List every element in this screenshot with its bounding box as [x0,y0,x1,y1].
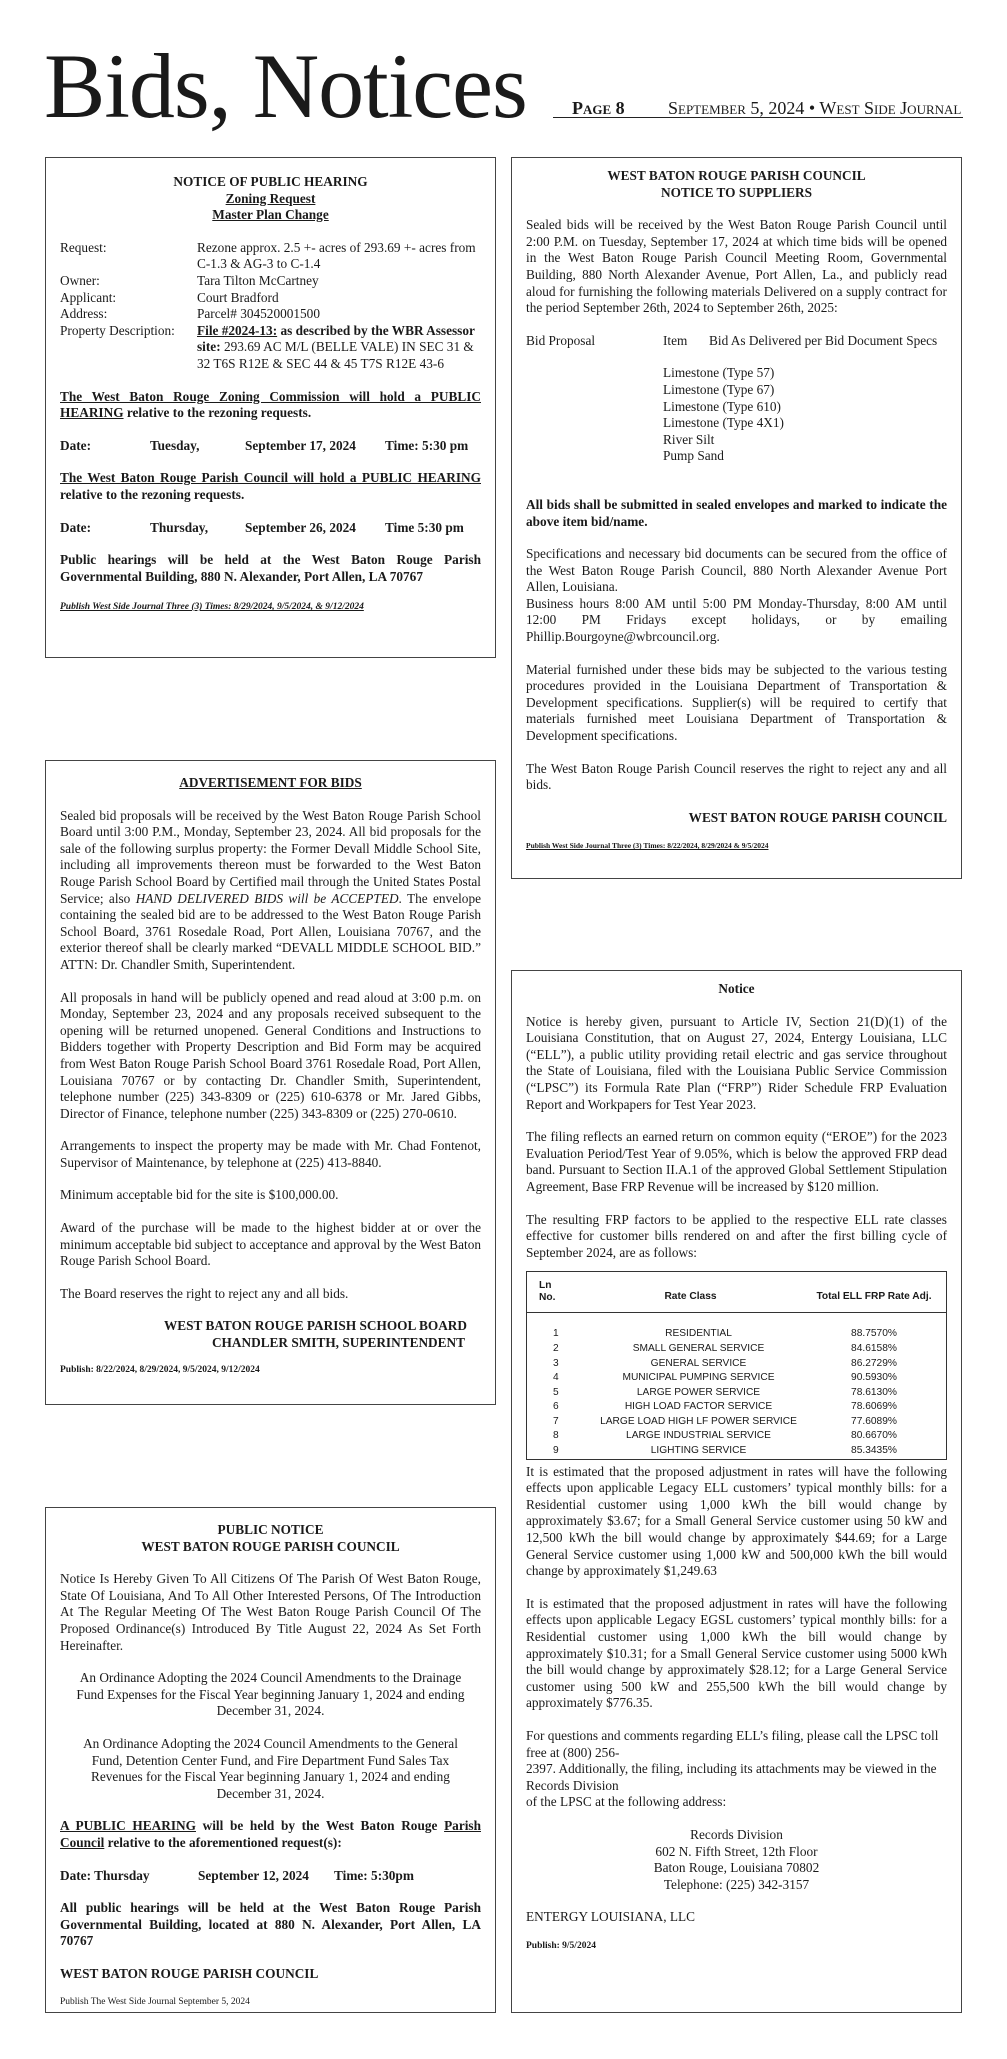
publish-line: Publish: 8/22/2024, 8/29/2024, 9/5/2024, 9/12/2024 [60,1364,260,1375]
suppliers-subtitle: NOTICE TO SUPPLIERS [661,184,812,200]
council-hearing-statement: The West Baton Rouge Parish Council will hold a PUBLIC HEARING relative to the rezoning requests. [60,470,481,502]
table-row: 4 MUNICIPAL PUMPING SERVICE 90.5930% [553,1372,897,1384]
notice-title: Notice [718,981,755,996]
suppliers-title: WEST BATON ROUGE PARISH COUNCIL [607,168,866,183]
notice-paragraph: It is estimated that the proposed adjustment in rates will have the following effects upon applicable Legacy EGSL customers’ typical monthly bills: for a Residential customer using 1,000 kWh the bill would change by approximately $10.31; for a Small General Service customer using 5000 kWh the bill would change by approximately $28.12; for a Large General Service customer using 500 kW and 255,500 kWh the bill would change by approximately $776.35. [526,1595,947,1711]
issue-date: September 5, 2024 • West Side Journal [668,98,962,118]
list-item: Limestone (Type 4X1) [663,415,784,431]
advertisement-for-bids [45,760,496,1405]
entergy-notice [511,970,962,2013]
advert-paragraph: All proposals in hand will be publicly opened and read aloud at 3:00 p.m. on Monday, September 23, 2024 and any proposals received subsequent to the opening will be returned unopened. General Conditions and Instructions to Bidders together with Property Description and Bid Form may be acquired from West Baton Rouge Parish School Board 3761 Rosedale Road, Port Allen, Louisiana 70767 or by contacting Dr. Chandler Smith, Superintendent, telephone number (225) 343-8309 or (225) 610-6378 or Mr. Jared Gibbs, Director of Finance, telephone number (225) 343-8309 or (225) 270-0610. [60,989,481,1121]
advert-paragraph: Arrangements to inspect the property may be made with Mr. Chad Fontenot, Supervisor of Maintenance, by telephone at (225) 413-8840. [60,1138,481,1170]
public-notice [45,1507,496,2013]
page-number: Page 8 [572,98,625,118]
zoning-hearing-statement: The West Baton Rouge Zoning Commission will hold a PUBLIC HEARING relative to the rezoning requests. [60,388,481,421]
public-notice-title: PUBLIC NOTICE [217,1522,324,1537]
hearing-location: Public hearings will be held at the West Baton Rouge Parish Governmental Building, 880 N. Alexander, Port Allen, LA 70767 [60,552,481,584]
list-item: River Silt [663,431,715,447]
advert-paragraph: The Board reserves the right to reject any and all bids. [60,1285,349,1301]
table-row: 3 GENERAL SERVICE 86.2729% [553,1357,897,1369]
section-title: Bids, Notices [44,35,527,137]
table-row: 6 HIGH LOAD FACTOR SERVICE 78.6069% [553,1401,897,1413]
hearing-subtitle: Master Plan Change [212,207,329,223]
table-row: 9 LIGHTING SERVICE 85.3435% [553,1445,897,1457]
publish-line: Publish West Side Journal Three (3) Times: 8/22/2024, 8/29/2024 & 9/5/2024 [526,841,769,851]
public-notice-signature: WEST BATON ROUGE PARISH COUNCIL [60,1965,319,1981]
advert-paragraph: Minimum acceptable bid for the site is $100,000.00. [60,1187,339,1203]
specs-paragraph: Specifications and necessary bid documents can be secured from the office of the West Baton Rouge Parish Council, 880 North Alexander Avenue Port Allen, Louisiana. [526,546,947,595]
public-hearing-statement: A PUBLIC HEARING will be held by the West Baton Rouge Parish Council relative to the aforementioned request(s): [60,1818,481,1850]
advert-paragraph: Award of the purchase will be made to the highest bidder at or over the minimum acceptable bid subject to acceptance and approval by the West Baton Rouge Parish School Board. [60,1220,481,1269]
table-row: 1 RESIDENTIAL 88.7570% [553,1328,897,1340]
table-row: 8 LARGE INDUSTRIAL SERVICE 80.6670% [553,1430,897,1442]
rate-adjustment-table [526,1271,947,1459]
table-header: Ln No. [539,1280,556,1304]
bid-items-list [663,365,947,465]
publish-line: Publish: 9/5/2024 [526,1940,596,1951]
hearing-date-2: Date: Thursday, September 26, 2024 Time 5:30 pm [60,519,464,535]
advert-paragraph: Sealed bid proposals will be received by the West Baton Rouge Parish School Board until 3:00 P.M., Monday, September 23, 2024. All bid proposals for the sale of the following surplus property: the Former Devall Middle School Site, including all improvements thereon must be forwarded to the West Baton Rouge Parish School Board by Certified mail through the United States Postal Service; also HAND DELIVERED BIDS will be ACCEPTED. The envelope containing the sealed bid are to be addressed to the West Baton Rouge Parish School Board, 3761 Rosedale Road, Port Allen, Louisiana 70767, and the exterior thereof shall be clearly marked “DEVALL MIDDLE SCHOOL BID.” ATTN: Dr. Chandler Smith, Superintendent. [60,807,481,972]
table-row: 2 SMALL GENERAL SERVICE 84.6158% [553,1342,897,1354]
hearing-title: NOTICE OF PUBLIC HEARING [173,174,368,189]
suppliers-signature: WEST BATON ROUGE PARISH COUNCIL [688,809,947,825]
notice-paragraph: It is estimated that the proposed adjustment in rates will have the following effects upon applicable Legacy ELL customers’ typical monthly bills: for a Residential customer using 1,000 kWh the bill would change by approximately $3.67; for a Small General Service customer using 50 kW and 12,500 kWh the bill would change by approximately $44.69; for a Large General Service customer using 1,000 kW and 500,000 kWh the bill would change by approximately $1,249.63 [526,1463,947,1579]
owner-row: Owner: Tara Tilton McCartney [60,272,319,288]
publish-line: Publish West Side Journal Three (3) Times: 8/29/2024, 9/5/2024, & 9/12/2024 [60,602,364,613]
ordinance-item: An Ordinance Adopting the 2024 Council Amendments to the General Fund, Detention Center Fund, and Fire Department Fund Sales Tax Revenues for the Fiscal Year beginning January 1, 2024 and ending December 31, 2024. [83,1735,458,1801]
publish-line: Publish The West Side Journal September 5, 2024 [60,1997,250,2008]
list-item: Limestone (Type 610) [663,398,781,414]
reserve-paragraph: The West Baton Rouge Parish Council reserves the right to reject any and all bids. [526,760,947,793]
public-notice-paragraph: Notice Is Hereby Given To All Citizens Of The Parish Of West Baton Rouge, State Of Louisiana, And To All Other Interested Persons, Of The Introduction At The Regular Meeting Of The West Baton Rouge Parish Council Of The Proposed Ordinance(s) Introduced By Title August 22, 2024 As Set Forth Hereinafter. [60,1571,481,1653]
notice-paragraph: The filing reflects an earned return on common equity (“EROE”) for the 2023 Evaluation Period/Test Year of 9.05%, which is below the approved FRP dead band. Pursuant to Section II.A.1 of the approved Global Settlement Stipulation Agreement, Base FRP Revenue will be increased by $120 million. [526,1129,947,1194]
notice-paragraph: Notice is hereby given, pursuant to Article IV, Section 21(D)(1) of the Louisiana Constitution, that on August 27, 2024, Entergy Louisiana, LLC (“ELL”), a public utility providing retail electric and gas service throughout the State of Louisiana, filed with the Louisiana Public Service Commission (“LPSC”) its Formula Rate Plan (“FRP”) Rider Schedule FRP Evaluation Report and Workpapers for Test Year 2023. [526,1013,947,1112]
list-item: Pump Sand [663,448,724,464]
public-hearing-location: All public hearings will be held at the West Baton Rouge Parish Governmental Building, located at 880 N. Alexander, Port Allen, LA 70767 [60,1900,481,1949]
advert-signature: WEST BATON ROUGE PARISH SCHOOL BOARD [163,1318,467,1334]
applicant-row: Applicant: Court Bradford [60,289,279,305]
advert-signature: CHANDLER SMITH, SUPERINTENDENT [211,1335,465,1351]
property-row: Property Description: File #2024-13: as described by the WBR Assessor site: 293.69 AC M/L (BELLE VALE) IN SEC 31 & 32 T6S R12E & SEC 44 & 45 T7S R12E 43-6 [60,322,475,371]
notice-public-hearing [45,157,496,658]
hearing-date-1: Date: Tuesday, September 17, 2024 Time: 5:30 pm [60,437,469,453]
notice-signature: ENTERGY LOUISIANA, LLC [526,1909,696,1925]
records-address: Records Division 602 N. Fifth Street, 12th Floor Baton Rouge, Louisiana 70802 Telephone: (225) 342-3157 [653,1826,820,1892]
request-row: Request: Rezone approx. 2.5 +- acres of 293.69 +- acres from C-1.3 & AG-3 to C-1.4 [60,239,476,272]
ordinance-item: An Ordinance Adopting the 2024 Council Amendments to the Drainage Fund Expenses for the Fiscal Year beginning January 1, 2024 and ending December 31, 2024. [76,1670,465,1719]
notice-contact: For questions and comments regarding ELL’s filing, please call the LPSC toll free at (800) 256- 2397. Additionally, the filing, including its attachments may be viewed in the Records Division of the LPSC at the following address: [526,1727,939,1810]
table-row: 5 LARGE POWER SERVICE 78.6130% [553,1386,897,1398]
notice-to-suppliers [511,157,962,879]
table-header: Rate Class [664,1290,717,1302]
address-row: Address: Parcel# 304520001500 [60,306,320,322]
table-header: Total ELL FRP Rate Adj. [816,1290,932,1302]
sealed-statement: All bids shall be submitted in sealed envelopes and marked to indicate the above item bid/name. [526,496,947,529]
bid-proposal-header: Bid Proposal Item Bid As Delivered per Bid Document Specs [526,332,938,348]
material-paragraph: Material furnished under these bids may be subjected to the various testing procedures provided in the Louisiana Department of Transportation & Development specifications. Supplier(s) will be required to certify that materials furnished meet Louisiana Department of Transportation & Development specifications. [526,661,947,744]
public-hearing-date: Date: Thursday September 12, 2024 Time: 5:30pm [60,1867,414,1883]
notice-paragraph: The resulting FRP factors to be applied to the respective ELL rate classes effective for customer bills rendered on and after the first billing cycle of September 2024, are as follows: [526,1211,947,1260]
list-item: Limestone (Type 57) [663,365,775,381]
hearing-subtitle: Zoning Request [225,190,316,206]
table-row: 7 LARGE LOAD HIGH LF POWER SERVICE 77.6089% [553,1415,897,1427]
hours-paragraph: Business hours 8:00 AM until 5:00 PM Monday-Thursday, 8:00 AM until 12:00 PM Fridays except holidays, or by emailing Phillip.Bourgoyne@wbrcouncil.org. [526,595,947,645]
advert-title: ADVERTISEMENT FOR BIDS [179,775,362,790]
list-item: Limestone (Type 67) [663,381,775,397]
suppliers-intro: Sealed bids will be received by the West Baton Rouge Parish Council until 2:00 P.M. on Tuesday, September 17, 2024 at which time bids will be opened in the West Baton Rouge Parish Council Meeting Room, Governmental Building, 880 North Alexander Avenue, Port Allen, La., and publicly read aloud for furnishing the following materials Delivered on a supply contract for the period September 26th, 2024 to September 26th, 2025: [526,217,947,316]
public-notice-subtitle: WEST BATON ROUGE PARISH COUNCIL [141,1538,400,1554]
